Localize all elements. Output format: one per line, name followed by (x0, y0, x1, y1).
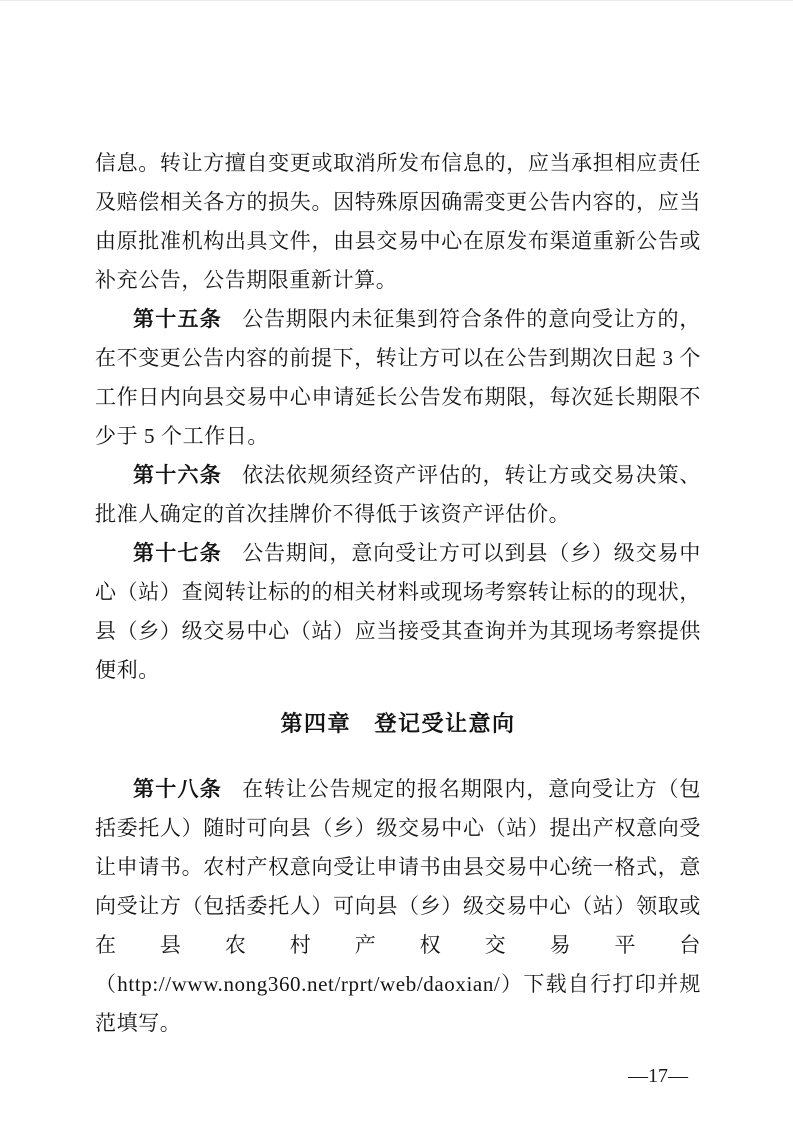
paragraph-text: 公告期限内未征集到符合条件的意向受让方的，在不变更公告内容的前提下，转让方可以在公告到期次日起 3 个工作日内向县交易中心申请延长公告发布期限，每次延长期限不少于 5 个工作日。 (95, 307, 702, 448)
article-number-label: 第十六条 (133, 464, 223, 487)
paragraph-article-17 (95, 534, 701, 690)
paragraph-text: 依法依规须经资产评估的，转让方或交易决策、批准人确定的首次挂牌价不得低于该资产评估价。 (95, 463, 702, 526)
paragraph-text: 信息。转让方擅自变更或取消所发布信息的，应当承担相应责任及赔偿相关各方的损失。因特殊原因确需变更公告内容的，应当由原批准机构出具文件，由县交易中心在原发布渠道重新公告或补充公告，公告期限重新计算。 (95, 151, 701, 292)
paragraph-article-18 (95, 770, 701, 1043)
chapter-heading: 第四章 登记受让意向 (280, 711, 516, 736)
article-number-label: 第十八条 (133, 778, 223, 801)
paragraph-article-16 (95, 456, 701, 534)
article-number-label: 第十五条 (133, 308, 223, 331)
paragraph-text: 公告期间，意向受让方可以到县（乡）级交易中心（站）查阅转让标的的相关材料或现场考察转让标的的现状，县（乡）级交易中心（站）应当接受其查询并为其现场考察提供便利。 (95, 541, 702, 682)
page-number: —17— (628, 1065, 688, 1087)
document-body (95, 144, 701, 1091)
paragraph-article-15 (95, 300, 701, 456)
paragraph-continuation (95, 144, 701, 300)
paragraph-text: 在转让公告规定的报名期限内，意向受让方（包括委托人）随时可向县（乡）级交易中心（站）提出产权意向受让申请书。农村产权意向受让申请书由县交易中心统一格式，意向受让方（包括委托人）可向县（乡）级交易中心（站）领取或在县农村产权交易平台（http://www.nong360.net/rprt/web/daoxian/）下载自行打印并规范填写。 (95, 777, 702, 1035)
article-number-label: 第十七条 (133, 542, 223, 565)
